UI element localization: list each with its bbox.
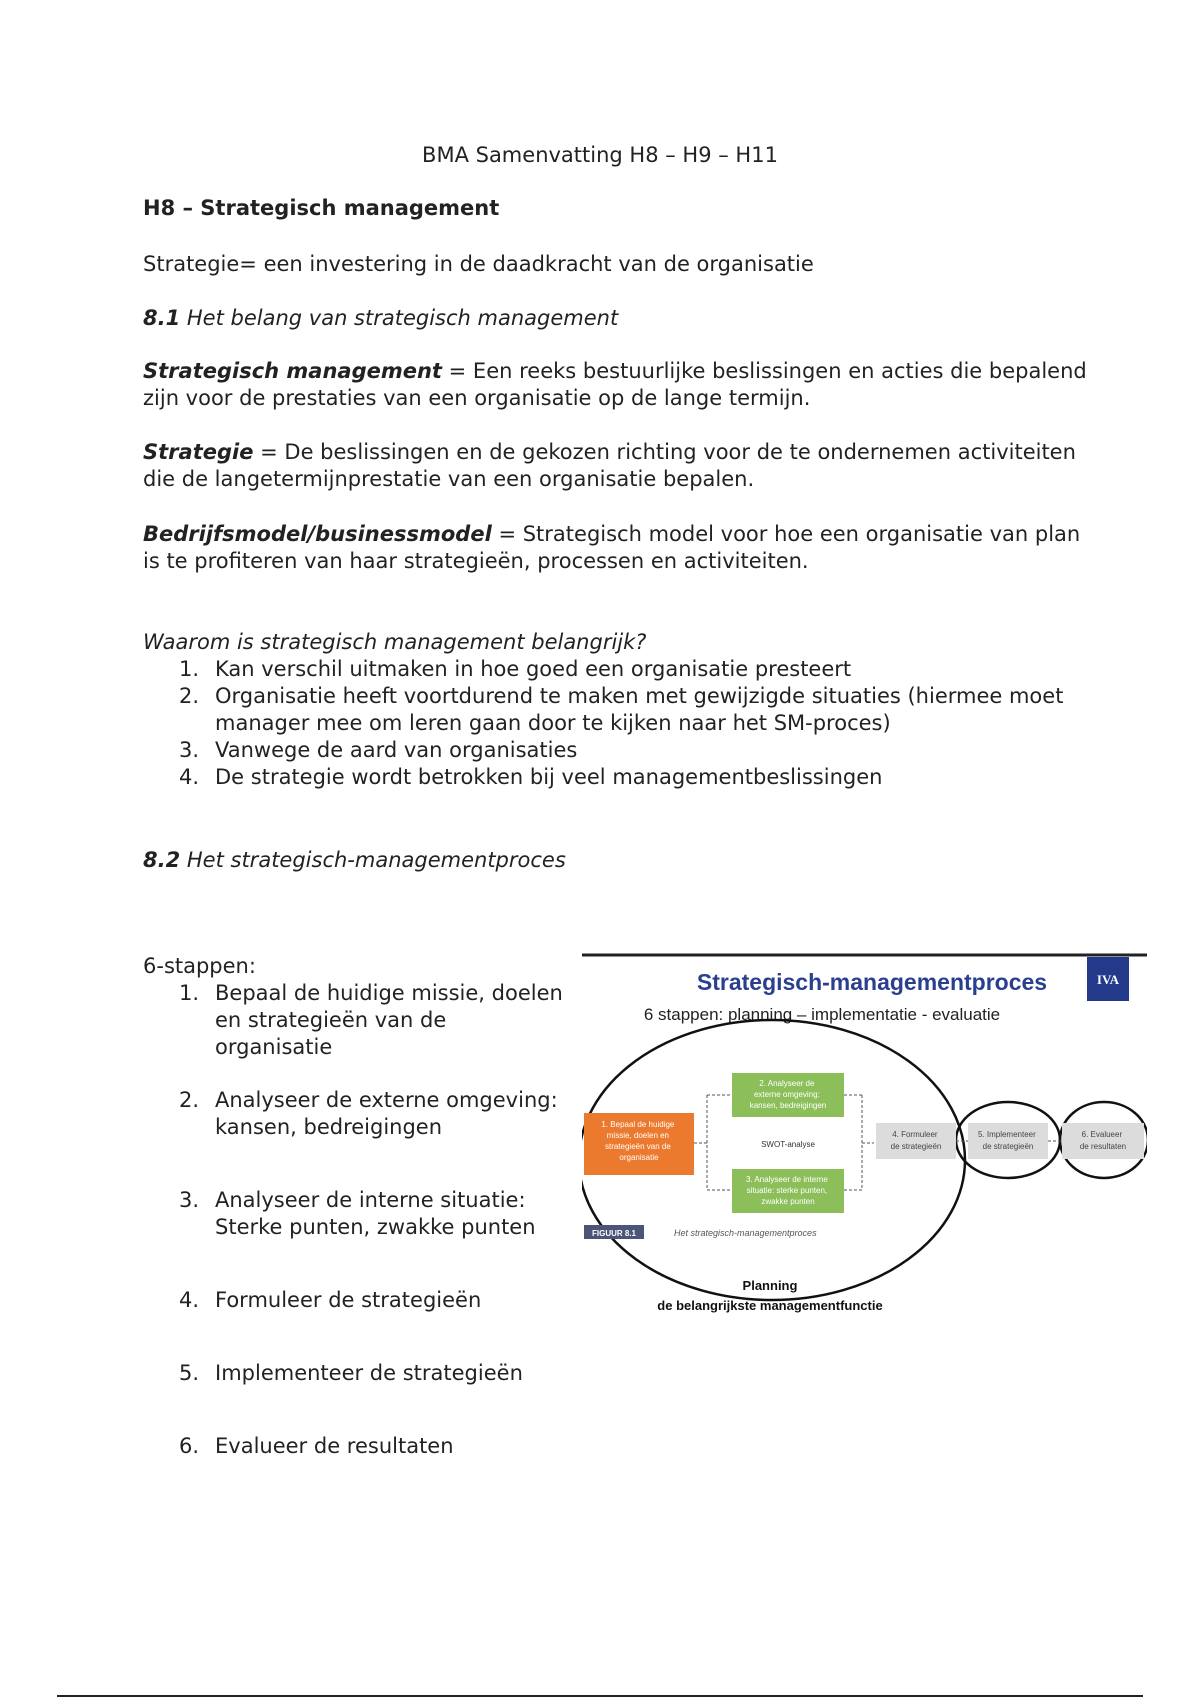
definition-strategie (143, 439, 1103, 493)
logo-text: IVA (1096, 972, 1120, 987)
list-item: 3. Vanwege de aard van organisaties (179, 738, 578, 762)
process-slide (582, 953, 1147, 1318)
section-number: 8.1 (143, 306, 181, 330)
list-item: 2. Organisatie heeft voortdurend te maken met gewijzigde situaties (hiermee moet manager mee om leren gaan door te kijken naar het SM-proces) (179, 684, 1064, 735)
svg-text:6. Evalueer de resultaten: 6. Evalueer de resultaten (1079, 1130, 1127, 1151)
steps-list (143, 980, 563, 1460)
chapter-heading: H8 – Strategisch management (143, 196, 500, 220)
svg-text:2. Analyseer de externe om: 2. Analyseer de externe omgeving: kansen, bedreigingen (749, 1079, 827, 1110)
step-5-box (968, 1123, 1048, 1159)
svg-text:4. Formuleer de strategieë: 4. Formuleer de strategieën (890, 1130, 942, 1151)
slide-subtitle: 6 stappen: planning – implementatie - evaluatie (643, 1005, 1001, 1024)
svg-text:3. Analyseer de interne si: 3. Analyseer de interne situatie: sterke punten, zwakke punten (745, 1175, 828, 1206)
step-4-box (876, 1123, 956, 1159)
definition-term: Bedrijfsmodel/businessmodel (143, 522, 492, 546)
section-title: Het belang van strategisch management (186, 306, 619, 330)
list-item: 1. Kan verschil uitmaken in hoe goed een organisatie presteert (179, 657, 852, 681)
definition-term: Strategisch management (143, 359, 442, 383)
list-item: 3. Analyseer de interne situatie: Sterke punten, zwakke punten (179, 1188, 536, 1239)
figure-caption: Het strategisch-managementproces (674, 1228, 817, 1238)
definition-text: = Strategisch model voor hoe een organisatie van plan is te profiteren van haar strategieën, processen en activiteiten. (143, 522, 1081, 573)
list-item: 4. De strategie wordt betrokken bij veel managementbeslissingen (179, 765, 883, 789)
section-8-1-heading (143, 305, 1103, 332)
why-question: Waarom is strategisch management belangrijk? (143, 630, 647, 654)
list-item: 2. Analyseer de externe omgeving: kansen, bedreigingen (179, 1088, 558, 1139)
definition-strategisch-management (143, 358, 1103, 412)
list-item: 4. Formuleer de strategieën (179, 1288, 482, 1312)
definition-bedrijfsmodel (143, 521, 1103, 575)
list-item: 5. Implementeer de strategieën (179, 1361, 523, 1385)
svg-text:FIGUUR 8.1: FIGUUR 8.1 (591, 1229, 637, 1238)
slide-title: Strategisch-managementproces (696, 969, 1048, 995)
svg-text:1. Bepaal de huidige missi: 1. Bepaal de huidige missie, doelen en strategieën van de organisatie (601, 1120, 675, 1162)
definition-text: = De beslissingen en de gekozen richting voor de te ondernemen activiteiten die de langetermijnprestatie van een organisatie bepalen. (143, 440, 1076, 491)
slide-footer: de belangrijkste managementfunctie (657, 1298, 883, 1313)
list-item: 6. Evalueer de resultaten (179, 1434, 454, 1458)
why-list (143, 656, 1083, 791)
strategy-intro: Strategie= een investering in de daadkracht van de organisatie (143, 252, 814, 276)
step-6-box (1062, 1123, 1144, 1159)
section-8-2-heading (143, 847, 1103, 874)
section-number: 8.2 (143, 848, 181, 872)
page-bottom-rule (57, 1695, 1143, 1697)
section-title: Het strategisch-managementproces (186, 848, 566, 872)
document-title: BMA Samenvatting H8 – H9 – H11 (422, 143, 778, 167)
definition-term: Strategie (143, 440, 254, 464)
planning-label: Planning (742, 1278, 798, 1293)
steps-label: 6-stappen: (143, 954, 256, 978)
list-item: 1. Bepaal de huidige missie, doelen en strategieën van de organisatie (179, 981, 563, 1059)
definition-text: = Een reeks bestuurlijke beslissingen en acties die bepalend zijn voor de prestaties van een organisatie op de lange termijn. (143, 359, 1087, 410)
swot-label: SWOT-analyse (761, 1140, 815, 1149)
svg-text:5. Implementeer de strateg: 5. Implementeer de strategieën (977, 1130, 1036, 1151)
